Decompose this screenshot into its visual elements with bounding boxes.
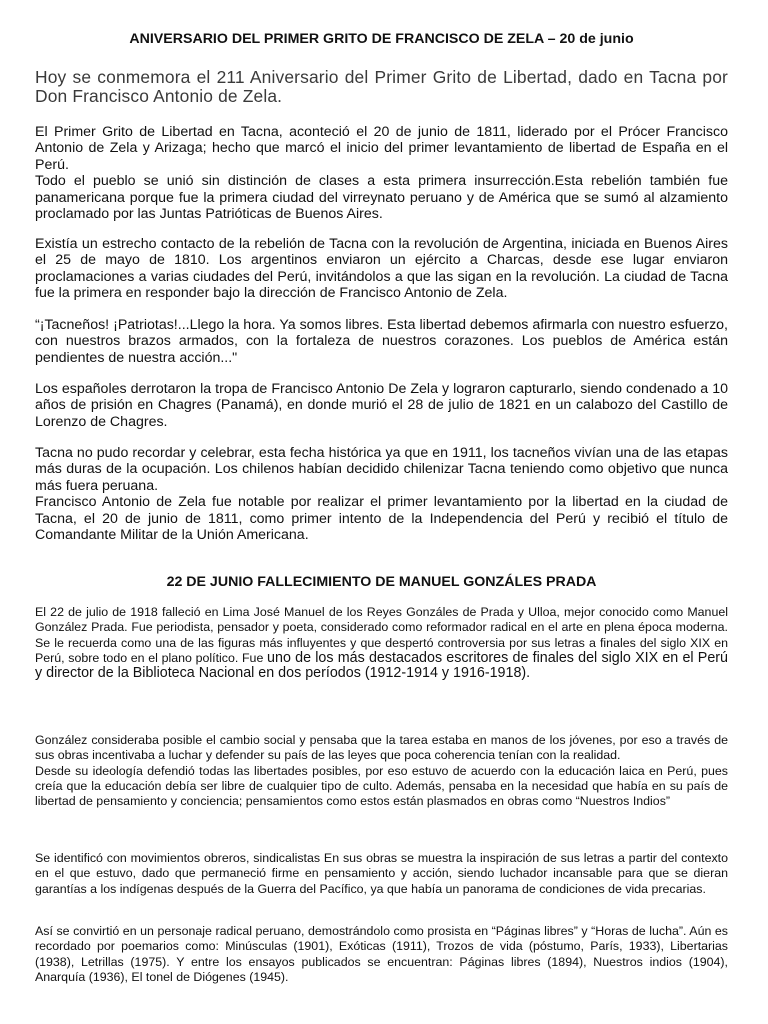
section1-paragraph-5: Los españoles derrotaron la tropa de Francisco Antonio De Zela y lograron capturarlo, siendo condenado a 10 años de prisión en Chagres (Panamá), en donde murió el 28 de julio de 1821 en un calabozo del Castillo de Lorenzo de Chagres. (35, 381, 728, 430)
section1-paragraph-3: Existía un estrecho contacto de la rebelión de Tacna con la revolución de Argentina, iniciada en Buenos Aires el 25 de mayo de 1810. Los argentinos enviaron un ejército a Charcas, desde ese lugar enviaron proclamaciones a varias ciudades del Perú, invitándolos a que las sigan en la revolución. La ciudad de Tacna fue la primera en responder bajo la dirección de Francisco Antonio de Zela. (35, 236, 728, 302)
section2-paragraph-4: Se identificó con movimientos obreros, sindicalistas En sus obras se muestra la inspiración de sus letras a partir del contexto en el que estuvo, dado que permaneció firme en pensamiento y acción, siendo luchador incansable para que se dieran garantías a los indígenas después de la Guerra del Pacífico, ya que había un panorama de condiciones de vida precarias. (35, 851, 728, 896)
section1-paragraph-6: Tacna no pudo recordar y celebrar, esta fecha histórica ya que en 1911, los tacneños vivían una de las etapas más duras de la ocupación. Los chilenos habían decidido chilenizar Tacna teniendo como objetivo que nunca más fuera peruana. (35, 445, 728, 494)
section2-paragraph-2: González consideraba posible el cambio social y pensaba que la tarea estaba en manos de los jóvenes, por eso a través de sus obras incentivaba a luchar y defender su país de las leyes que poca coherencia tenían con la realidad. (35, 733, 728, 763)
section2-paragraph-5: Así se convirtió en un personaje radical peruano, demostrándolo como prosista en “Páginas libres” y “Horas de lucha”. Aún es recordado por poemarios como: Minúsculas (1901), Exóticas (1911), Trozos de vida (póstumo, París, 1933), Libertarias (1938), Letrillas (1975). Y entre los ensayos publicados se encuentran: Páginas libres (1894), Nuestros indios (1904), Anarquía (1936), El tonel de Diógenes (1945). (35, 924, 728, 984)
section2-title: 22 DE JUNIO FALLECIMIENTO DE MANUEL GONZÁLES PRADA (166, 574, 597, 590)
section2-paragraph-3: Desde su ideología defendió todas las libertades posibles, por eso estuvo de acuerdo con la educación laica en Perú, pues creía que la educación debía ser libre de cualquier tipo de culto. Además, pensaba en la necesidad que había en su país de libertad de pensamiento y conciencia; pensamientos como estos están plasmados en obras como “Nuestros Indios” (35, 763, 728, 809)
section2-paragraph-1-large: uno de los más destacados escritores de finales del siglo XIX en el Perú y director de la Biblioteca Nacional en dos períodos (1912-1914 y 1916-1918). (35, 649, 729, 682)
section1-body-b (35, 445, 728, 543)
section1-paragraph-2: Todo el pueblo se unió sin distinción de clases a esta primera insurrección.Esta rebelión también fue panamericana porque fue la primera ciudad del virreynato peruano y de América que se sumó al alzamiento proclamado por las Juntas Patrióticas de Buenos Aires. (35, 173, 728, 223)
section1-quote: “¡Tacneños! ¡Patriotas!...Llego la hora. Ya somos libres. Esta libertad debemos afirmarla con nuestro esfuerzo, con nuestros brazos armados, con la fortaleza de nuestros corazones. Los pueblos de América están pendientes de nuestra acción..." (35, 317, 728, 366)
section1-title: ANIVERSARIO DEL PRIMER GRITO DE FRANCISCO DE ZELA – 20 de junio (129, 31, 634, 47)
section2-body-a (35, 733, 728, 809)
section1-intro: Hoy se conmemora el 211 Aniversario del Primer Grito de Libertad, dado en Tacna por Don Francisco Antonio de Zela. (35, 67, 728, 106)
section2-paragraph-1-small: El 22 de julio de 1918 falleció en Lima José Manuel de los Reyes Gonzáles de Prada y Ulloa, mejor conocido como Manuel González Prada. Fue periodista, pensador y poeta, considerado como reformador radical en el arte en plena época moderna. Se le recuerda como una de las figuras más influyentes y que despertó controversia por sus letras a finales del siglo XIX en Perú, sobre todo en el plano político. Fue (35, 605, 728, 665)
section1-paragraph-7: Francisco Antonio de Zela fue notable por realizar el primer levantamiento por la libertad en la ciudad de Tacna, el 20 de junio de 1811, como primer intento de la Independencia del Perú y recibió el título de Comandante Militar de la Unión Americana. (35, 494, 728, 544)
section1-paragraph-1: El Primer Grito de Libertad en Tacna, aconteció el 20 de junio de 1811, liderado por el Prócer Francisco Antonio de Zela y Arizaga; hecho que marcó el inicio del primer levantamiento de libertad de España en el Perú. (35, 124, 728, 173)
section2-paragraph-1 (35, 605, 728, 681)
section1-body-a (35, 124, 728, 222)
